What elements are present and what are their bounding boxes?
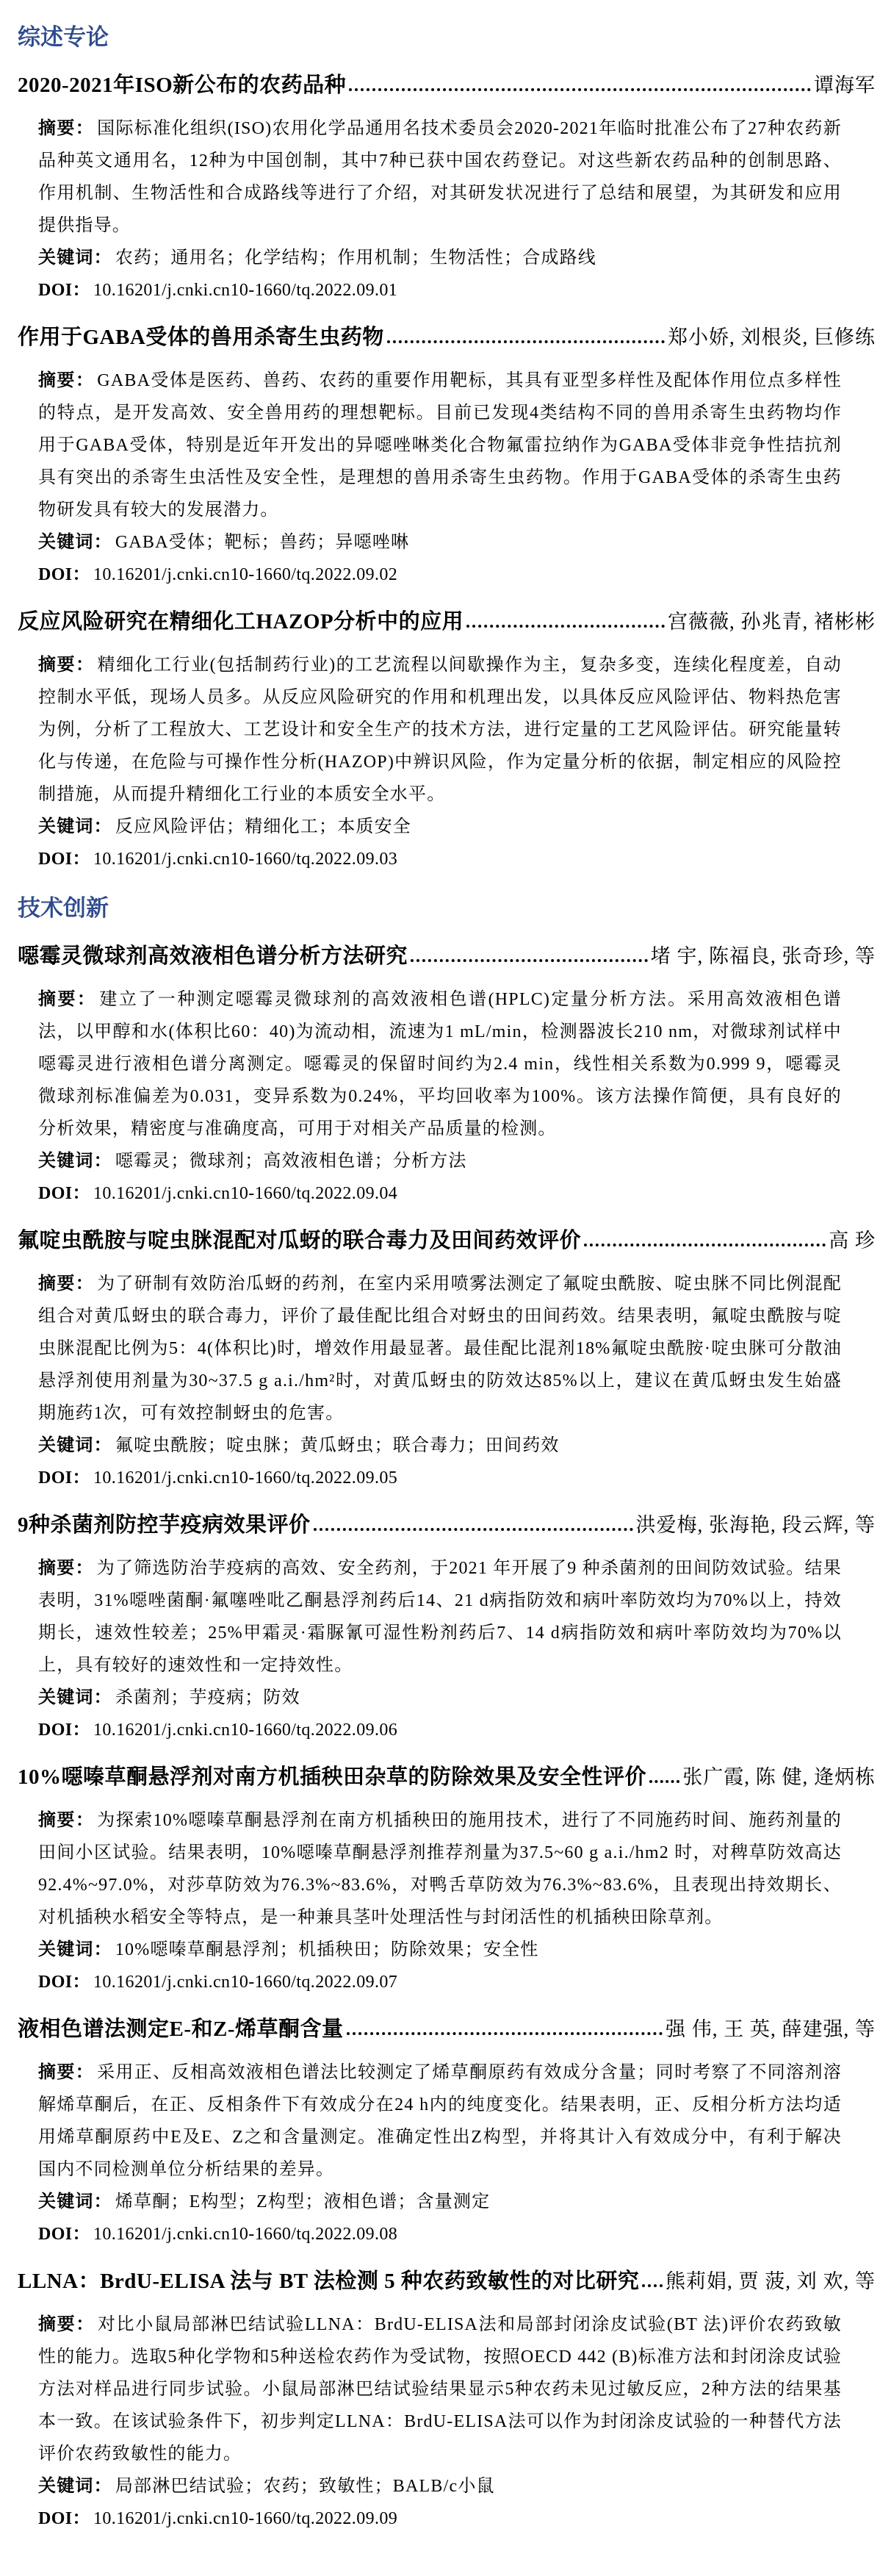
article-doi	[38, 2218, 842, 2250]
article-abstract	[38, 649, 842, 811]
article	[0, 2013, 880, 2250]
dot-leader	[649, 1780, 679, 1783]
article-keywords	[38, 242, 842, 274]
article-doi	[38, 274, 842, 306]
doi-label: DOI：	[38, 2225, 90, 2244]
keywords-label: 关键词：	[38, 2477, 112, 2496]
keywords-text: 噁霉灵；微球剂；高效液相色谱；分析方法	[115, 1152, 467, 1171]
keywords-label: 关键词：	[38, 1940, 112, 1959]
article-doi	[38, 1714, 842, 1746]
article	[0, 1761, 880, 1998]
dot-leader	[347, 2032, 663, 2035]
keywords-text: 农药；通用名；化学结构；作用机制；生物活性；合成路线	[115, 248, 597, 268]
abstract-text: 采用正、反相高效液相色谱法比较测定了烯草酮原药有效成分含量；同时考察了不同溶剂溶解烯草酮后，在正、反相条件下有效成分在24 h内的纯度变化。结果表明，正、反相分析方法均适用烯草酮原药中E及E、Z之和含量测定。准确定性出Z构型，并将其计入有效成分中，有利于解决国内不同检测单位分析结果的差异。	[38, 2063, 842, 2179]
keywords-text: GABA受体；靶标；兽药；异噁唑啉	[115, 533, 410, 552]
doi-label: DOI：	[38, 1184, 90, 1203]
keywords-label: 关键词：	[38, 817, 112, 836]
article-doi	[38, 559, 842, 591]
doi-value: 10.16201/j.cnki.cn10-1660/tq.2022.09.02	[93, 565, 398, 584]
abstract-text: GABA受体是医药、兽药、农药的重要作用靶标，其具有亚型多样性及配体作用位点多样性的特点，是开发高效、安全兽用药的理想靶标。目前已发现4类结构不同的兽用杀寄生虫药物均作用于GABA受体，特别是近年开发出的异噁唑啉类化合物氟雷拉纳作为GABA受体非竞争性拮抗剂具有突出的杀寄生虫活性及安全性，是理想的兽用杀寄生虫药物。作用于GABA受体的杀寄生虫药物研发具有较大的发展潜力。	[38, 371, 842, 520]
abstract-text: 建立了一种测定噁霉灵微球剂的高效液相色谱(HPLC)定量分析方法。采用高效液相色谱法，以甲醇和水(体积比60：40)为流动相，流速为1 mL/min，检测器波长210 nm，对微球剂试样中噁霉灵进行液相色谱分离测定。噁霉灵的保留时间约为2.4 min，线性相关系数为0.999 9，噁霉灵微球剂标准偏差为0.031，变异系数为0.24%，平均回收率为100%。该方法操作简便，具有良好的分析效果，精密度与准确度高，可用于对相关产品质量的检测。	[38, 990, 843, 1138]
doi-label: DOI：	[38, 281, 90, 300]
article-abstract	[38, 2308, 842, 2470]
section-review	[0, 21, 880, 875]
keywords-label: 关键词：	[38, 248, 112, 268]
article-doi	[38, 1462, 842, 1494]
article-doi	[38, 1966, 842, 1998]
article-authors: 熊莉娟, 贾 菠, 刘 欢, 等	[666, 2270, 876, 2292]
section-header-innovation: 技术创新	[18, 895, 109, 921]
article-title: 10%噁嗪草酮悬浮剂对南方机插秧田杂草的防除效果及安全性评价	[18, 1765, 647, 1789]
keywords-label: 关键词：	[38, 1152, 112, 1171]
dot-leader	[642, 2284, 663, 2287]
abstract-text: 国际标准化组织(ISO)农用化学品通用名技术委员会2020-2021年临时批准公布了27种农药新品种英文通用名，12种为中国创制，其中7种已获中国农药登记。对这些新农药品种的创制思路、作用机制、生物活性和合成路线等进行了介绍，对其研发状况进行了总结和展望，为其研发和应用提供指导。	[38, 119, 842, 235]
article	[0, 1509, 880, 1746]
abstract-text: 为了研制有效防治瓜蚜的药剂，在室内采用喷雾法测定了氟啶虫酰胺、啶虫脒不同比例混配组合对黄瓜蚜虫的联合毒力，评价了最佳配比组合对蚜虫的田间药效。结果表明，氟啶虫酰胺与啶虫脒混配比例为5：4(体积比)时，增效作用最显著。最佳配比混剂18%氟啶虫酰胺·啶虫脒可分散油悬浮剂使用剂量为30~37.5 g a.i./hm²时，对黄瓜蚜虫的防效达85%以上，建议在黄瓜蚜虫发生始盛期施药1次，可有效控制蚜虫的危害。	[38, 1274, 842, 1423]
article-keywords	[38, 1145, 842, 1177]
keywords-label: 关键词：	[38, 533, 112, 552]
doi-value: 10.16201/j.cnki.cn10-1660/tq.2022.09.03	[93, 850, 398, 869]
article-authors: 堵 宇, 陈福良, 张奇珍, 等	[650, 945, 876, 967]
article-title: 液相色谱法测定E-和Z-烯草酮含量	[18, 2017, 344, 2041]
article-keywords	[38, 811, 842, 843]
doi-value: 10.16201/j.cnki.cn10-1660/tq.2022.09.05	[93, 1468, 398, 1488]
article-abstract	[38, 1268, 842, 1429]
doi-label: DOI：	[38, 1721, 90, 1740]
abstract-label: 摘要：	[38, 371, 95, 390]
keywords-text: 局部淋巴结试验；农药；致敏性；BALB/c小鼠	[115, 2477, 495, 2496]
article-authors: 强 伟, 王 英, 薛建强, 等	[666, 2018, 876, 2040]
abstract-label: 摘要：	[38, 2063, 95, 2082]
section-innovation	[0, 891, 880, 2535]
article-title-row	[18, 940, 876, 973]
abstract-label: 摘要：	[38, 1274, 95, 1294]
article-title: LLNA：BrdU-ELISA 法与 BT 法检测 5 种农药致敏性的对比研究	[18, 2270, 640, 2293]
doi-value: 10.16201/j.cnki.cn10-1660/tq.2022.09.09	[93, 2509, 398, 2528]
article-keywords	[38, 1934, 842, 1966]
abstract-text: 精细化工行业(包括制药行业)的工艺流程以间歇操作为主，复杂多变，连续化程度差，自动控制水平低，现场人员多。从反应风险研究的作用和机理出发，以具体反应风险评估、物料热危害为例，分析了工程放大、工艺设计和安全生产的技术方法，进行定量的工艺风险评估。研究能量转化与传递，在危险与可操作性分析(HAZOP)中辨识风险，作为定量分析的依据，制定相应的风险控制措施，从而提升精细化工行业的本质安全水平。	[38, 656, 842, 804]
article-abstract	[38, 2056, 842, 2186]
abstract-label: 摘要：	[38, 656, 95, 675]
abstract-label: 摘要：	[38, 2315, 95, 2334]
article-authors: 张广霞, 陈 健, 逄炳栋	[682, 1766, 876, 1788]
doi-value: 10.16201/j.cnki.cn10-1660/tq.2022.09.04	[93, 1184, 398, 1203]
article	[0, 321, 880, 591]
doi-value: 10.16201/j.cnki.cn10-1660/tq.2022.09.07	[93, 1973, 398, 1992]
doi-label: DOI：	[38, 565, 90, 584]
article-title-row	[18, 606, 876, 639]
doi-value: 10.16201/j.cnki.cn10-1660/tq.2022.09.08	[93, 2225, 398, 2244]
abstract-label: 摘要：	[38, 1559, 94, 1578]
dot-leader	[411, 959, 648, 962]
article-title: 氟啶虫酰胺与啶虫脒混配对瓜蚜的联合毒力及田间药效评价	[18, 1229, 582, 1252]
article-title: 作用于GABA受体的兽用杀寄生虫药物	[18, 326, 384, 349]
article-title: 噁霉灵微球剂高效液相色谱分析方法研究	[18, 944, 408, 968]
article	[0, 69, 880, 306]
section-header-review: 综述专论	[18, 24, 109, 50]
article-abstract	[38, 112, 842, 242]
article-keywords	[38, 526, 842, 559]
article	[0, 1224, 880, 1494]
doi-label: DOI：	[38, 1973, 90, 1992]
article-abstract	[38, 983, 842, 1145]
article-title-row	[18, 2013, 876, 2046]
article-authors: 宫薇薇, 孙兆青, 褚彬彬	[668, 611, 876, 633]
keywords-text: 10%噁嗪草酮悬浮剂；机插秧田；防除效果；安全性	[115, 1940, 539, 1959]
article-authors: 高 珍	[829, 1230, 876, 1252]
keywords-text: 氟啶虫酰胺；啶虫脒；黄瓜蚜虫；联合毒力；田间药效	[115, 1436, 560, 1455]
keywords-text: 烯草酮；E构型；Z构型；液相色谱；含量测定	[115, 2192, 491, 2211]
article-title-row	[18, 2265, 876, 2298]
article-authors: 洪爱梅, 张海艳, 段云辉, 等	[635, 1514, 876, 1536]
article-title-row	[18, 1509, 876, 1542]
dot-leader	[314, 1528, 633, 1531]
keywords-text: 杀菌剂；芋疫病；防效	[115, 1688, 300, 1707]
article-doi	[38, 843, 842, 875]
article	[0, 2265, 880, 2535]
article-abstract	[38, 1804, 842, 1934]
article-doi	[38, 1177, 842, 1210]
article-authors: 谭海军	[814, 74, 876, 96]
abstract-text: 对比小鼠局部淋巴结试验LLNA：BrdU-ELISA法和局部封闭涂皮试验(BT 法)评价农药致敏性的能力。选取5种化学物和5种送检农药作为受试物，按照OECD 442 (B)标准方法和封闭涂皮试验方法对样品进行同步试验。小鼠局部淋巴结试验结果显示5种农药未见过敏反应，2种方法的结果基本一致。在该试验条件下，初步判定LLNA：BrdU-ELISA法可以作为封闭涂皮试验的一种替代方法评价农药致敏性的能力。	[38, 2315, 842, 2464]
article	[0, 606, 880, 875]
article-title-row	[18, 321, 876, 354]
abstract-text: 为探索10%噁嗪草酮悬浮剂在南方机插秧田的施用技术，进行了不同施药时间、施药剂量的田间小区试验。结果表明，10%噁嗪草酮悬浮剂推荐剂量为37.5~60 g a.i./hm2 时，对稗草防效高达92.4%~97.0%，对莎草防效为76.3%~83.6%，对鸭舌草防效为76.3%~83.6%，且表现出持效期长、对机插秧水稻安全等特点，是一种兼具茎叶处理活性与封闭活性的机插秧田除草剂。	[38, 1811, 842, 1927]
article-keywords	[38, 2470, 842, 2503]
article-title-row	[18, 1761, 876, 1794]
doi-label: DOI：	[38, 850, 90, 869]
article-abstract	[38, 1552, 842, 1682]
abstract-label: 摘要：	[38, 990, 97, 1009]
article-title: 2020-2021年ISO新公布的农药品种	[18, 73, 347, 97]
keywords-label: 关键词：	[38, 2192, 112, 2211]
article-keywords	[38, 1682, 842, 1714]
article	[0, 940, 880, 1210]
article-abstract	[38, 365, 842, 526]
abstract-label: 摘要：	[38, 1811, 95, 1830]
doi-value: 10.16201/j.cnki.cn10-1660/tq.2022.09.06	[93, 1721, 398, 1740]
doi-label: DOI：	[38, 1468, 90, 1488]
dot-leader	[349, 88, 811, 91]
article-keywords	[38, 2186, 842, 2218]
keywords-label: 关键词：	[38, 1436, 112, 1455]
article-authors: 郑小娇, 刘根炎, 巨修练	[668, 326, 876, 348]
doi-value: 10.16201/j.cnki.cn10-1660/tq.2022.09.01	[93, 281, 398, 300]
abstract-text: 为了筛选防治芋疫病的高效、安全药剂，于2021 年开展了9 种杀菌剂的田间防效试验。结果表明，31%噁唑菌酮·氟噻唑吡乙酮悬浮剂药后14、21 d病指防效和病叶率防效均为70%以上，持效期长，速效性较差；25%甲霜灵·霜脲氰可湿性粉剂药后7、14 d病指防效和病叶率防效均为70%以上，具有较好的速效性和一定持效性。	[38, 1559, 842, 1675]
dot-leader	[387, 340, 665, 343]
dot-leader	[466, 625, 665, 628]
keywords-label: 关键词：	[38, 1688, 112, 1707]
article-title: 反应风险研究在精细化工HAZOP分析中的应用	[18, 610, 464, 634]
abstract-label: 摘要：	[38, 119, 95, 138]
keywords-text: 反应风险评估；精细化工；本质安全	[115, 817, 412, 836]
doi-label: DOI：	[38, 2509, 90, 2528]
article-doi	[38, 2503, 842, 2535]
article-keywords	[38, 1429, 842, 1462]
article-title-row	[18, 1224, 876, 1257]
article-title: 9种杀菌剂防控芋疫病效果评价	[18, 1513, 311, 1537]
article-title-row	[18, 69, 876, 102]
dot-leader	[584, 1244, 826, 1246]
